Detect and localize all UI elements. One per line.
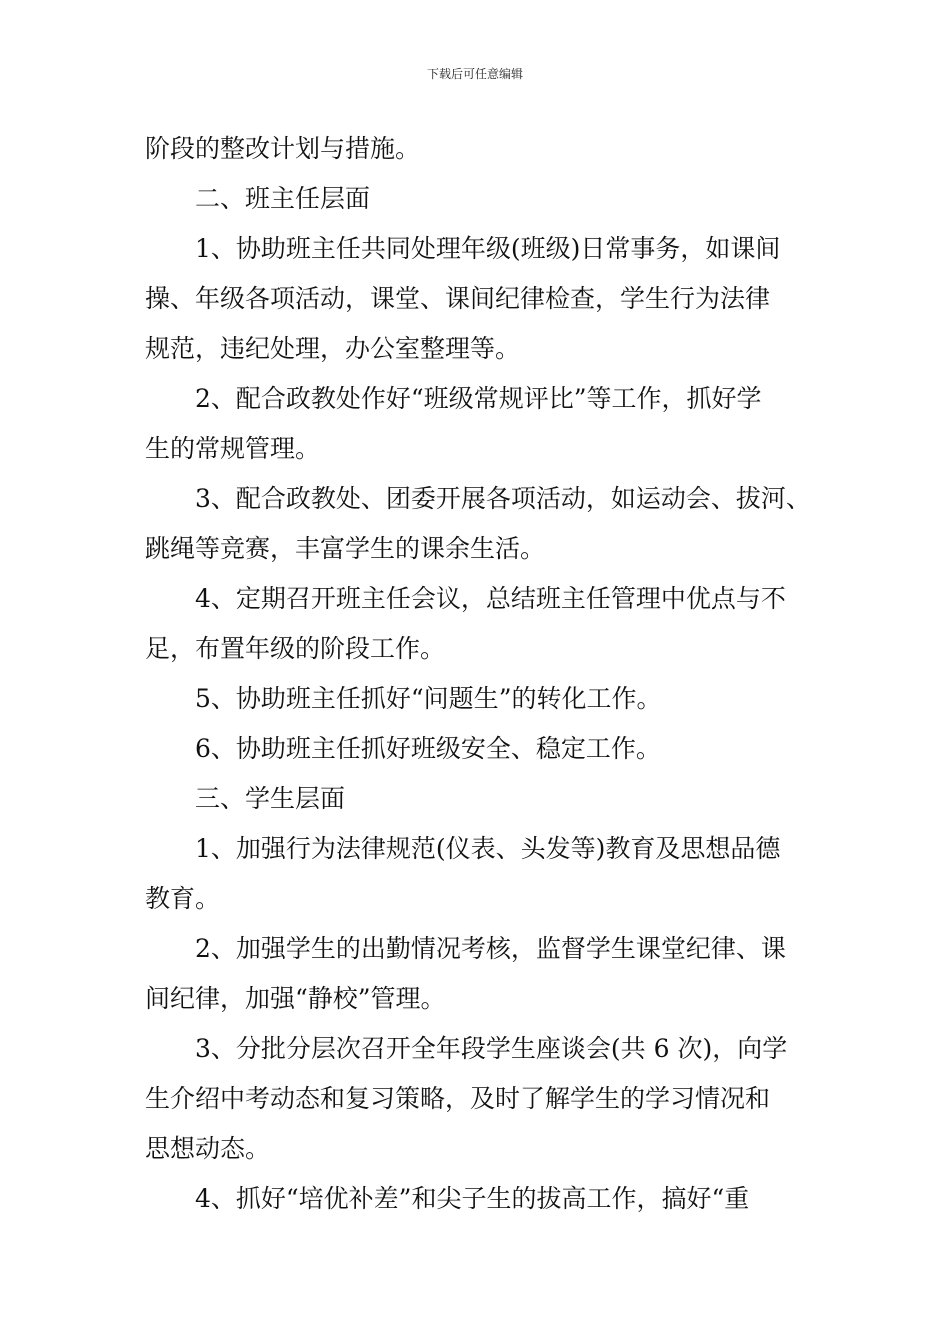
text-line: 跳绳等竞赛，丰富学生的课余生活。 bbox=[145, 534, 546, 563]
text-line: 操、年级各项活动，课堂、课间纪律检查，学生行为法律 bbox=[145, 284, 771, 313]
text-line: 4、抓好“培优补差”和尖子生的拔高工作，搞好“重 bbox=[195, 1184, 750, 1213]
text-line: 生的常规管理。 bbox=[145, 434, 321, 463]
text-line: 6、协助班主任抓好班级安全、稳定工作。 bbox=[195, 734, 661, 763]
text-line: 规范，违纪处理，办公室整理等。 bbox=[145, 334, 521, 363]
text-line: 3、配合政教处、团委开展各项活动，如运动会、拔河、 bbox=[195, 484, 811, 513]
text-line: 1、协助班主任共同处理年级(班级)日常事务，如课间 bbox=[195, 234, 781, 263]
text-line: 1、加强行为法律规范(仪表、头发等)教育及思想品德 bbox=[195, 834, 781, 863]
text-line: 二、班主任层面 bbox=[195, 184, 371, 213]
document-body bbox=[145, 124, 835, 1224]
text-line: 间纪律，加强“静校”管理。 bbox=[145, 984, 446, 1013]
text-line: 5、协助班主任抓好“问题生”的转化工作。 bbox=[195, 684, 662, 713]
text-line: 2、加强学生的出勤情况考核，监督学生课堂纪律、课 bbox=[195, 934, 786, 963]
text-line: 生介绍中考动态和复习策略，及时了解学生的学习情况和 bbox=[145, 1084, 771, 1113]
text-line: 足，布置年级的阶段工作。 bbox=[145, 634, 446, 663]
text-line: 4、定期召开班主任会议，总结班主任管理中优点与不 bbox=[195, 584, 786, 613]
text-line: 2、配合政教处作好“班级常规评比”等工作，抓好学 bbox=[195, 384, 762, 413]
text-line: 思想动态。 bbox=[145, 1134, 271, 1163]
page-header: 下载后可任意编辑 bbox=[426, 67, 523, 81]
text-line: 教育。 bbox=[145, 884, 221, 913]
text-line: 阶段的整改计划与措施。 bbox=[145, 134, 421, 163]
text-line: 3、分批分层次召开全年段学生座谈会(共 6 次)，向学 bbox=[195, 1034, 788, 1063]
text-line: 三、学生层面 bbox=[195, 784, 346, 813]
